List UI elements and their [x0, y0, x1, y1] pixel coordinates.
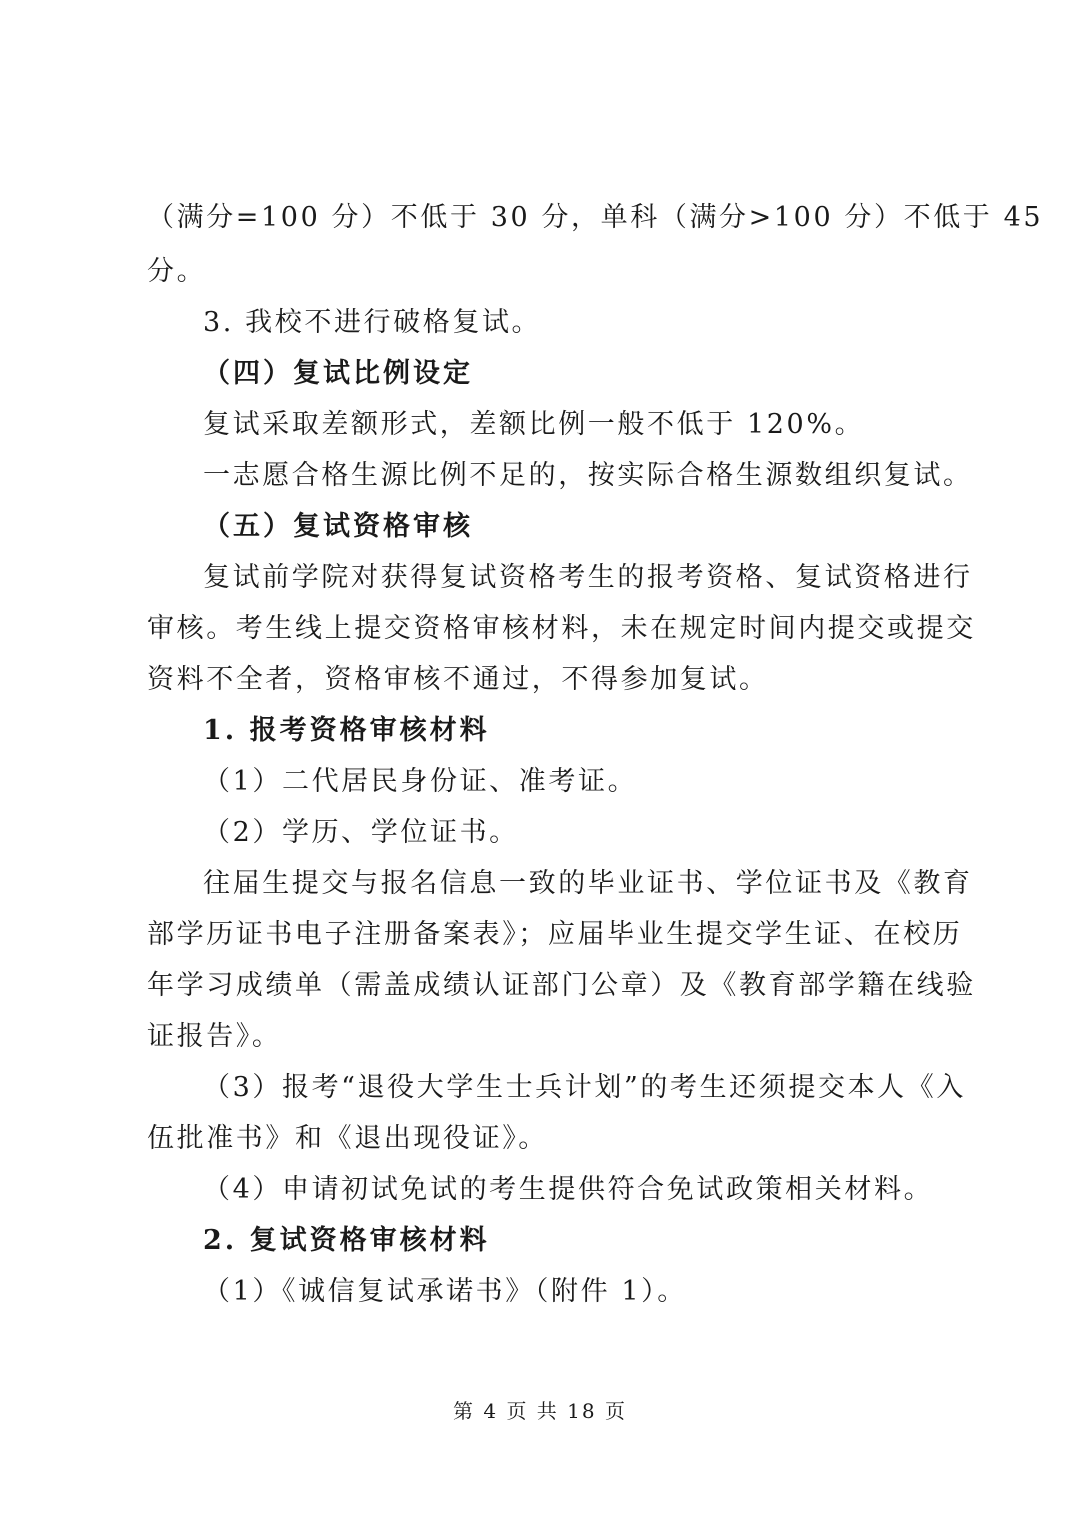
paragraph-retest-ratio: 复试采取差额形式，差额比例一般不低于 120%。 [203, 409, 865, 440]
section-heading-qualification-review: （五）复试资格审核 [203, 511, 473, 542]
list-item-id-card: （1）二代居民身份证、准考证。 [203, 766, 638, 797]
item-no-exceptional-retest: 3. 我校不进行破格复试。 [203, 307, 542, 338]
paragraph-graduates-line-2: 部学历证书电子注册备案表》；应届毕业生提交学生证、在校历 [147, 919, 963, 950]
paragraph-graduates-line-4: 证报告》。 [147, 1021, 282, 1052]
list-item-integrity-pledge: （1）《诚信复试承诺书》（附件 1）。 [203, 1276, 687, 1307]
subheading-retest-materials: 2. 复试资格审核材料 [203, 1225, 490, 1256]
subheading-application-materials: 1. 报考资格审核材料 [203, 715, 490, 746]
list-item-diploma: （2）学历、学位证书。 [203, 817, 519, 848]
paragraph-review-line-3: 资料不全者，资格审核不通过，不得参加复试。 [147, 664, 769, 695]
list-item-exemption: （4）申请初试免试的考生提供符合免试政策相关材料。 [203, 1174, 934, 1205]
paragraph-review-line-2: 审核。考生线上提交资格审核材料，未在规定时间内提交或提交 [147, 613, 976, 644]
paragraph-graduates-line-1: 往届生提交与报名信息一致的毕业证书、学位证书及《教育 [203, 868, 973, 899]
paragraph-graduates-line-3: 年学习成绩单（需盖成绩认证部门公章）及《教育部学籍在线验 [147, 970, 976, 1001]
paragraph-line-score-threshold: （满分=100 分）不低于 30 分，单科（满分>100 分）不低于 45 [147, 202, 1044, 233]
list-item-veteran-line-2: 伍批准书》和《退出现役证》。 [147, 1123, 548, 1154]
paragraph-line-score-end: 分。 [147, 256, 207, 287]
paragraph-insufficient-candidates: 一志愿合格生源比例不足的，按实际合格生源数组织复试。 [203, 460, 973, 491]
section-heading-retest-ratio: （四）复试比例设定 [203, 358, 473, 389]
list-item-veteran-line-1: （3）报考“退役大学生士兵计划”的考生还须提交本人《入 [203, 1072, 966, 1103]
page-number-footer: 第 4 页 共 18 页 [453, 1399, 627, 1423]
paragraph-review-line-1: 复试前学院对获得复试资格考生的报考资格、复试资格进行 [203, 562, 973, 593]
